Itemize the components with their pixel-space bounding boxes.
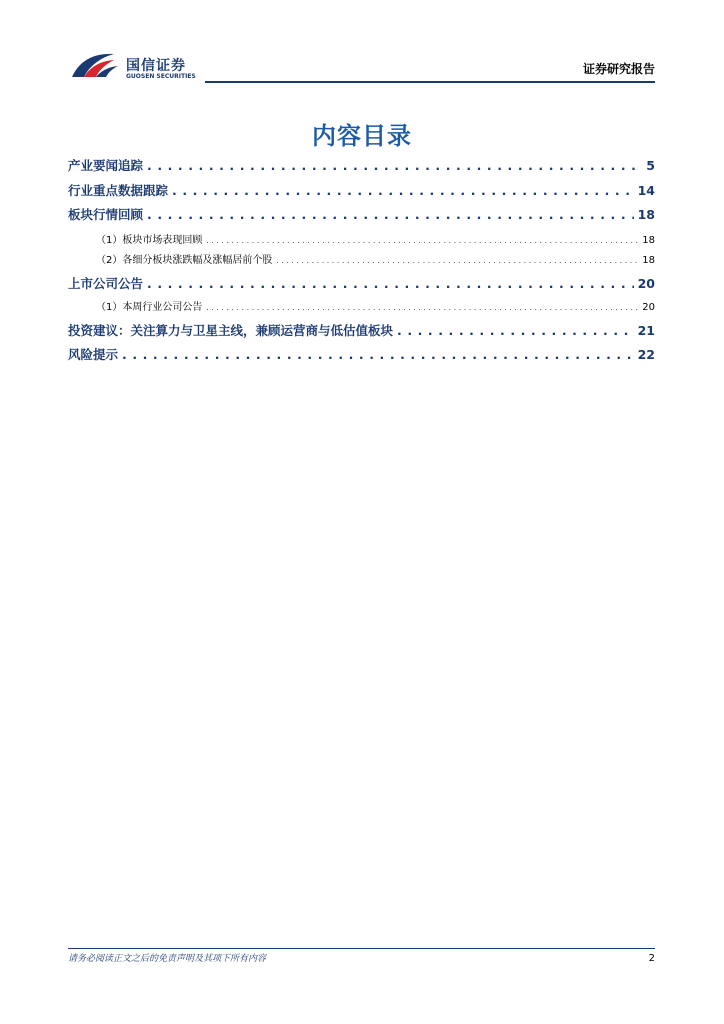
- toc-entry-label: （1）本周行业公司公告: [96, 302, 203, 313]
- toc-entry-label: 产业要闻追踪: [68, 158, 144, 173]
- toc-leader-dots: [122, 347, 634, 362]
- toc-subentry[interactable]: [68, 251, 655, 266]
- toc-leader-dots: [276, 257, 638, 265]
- report-type-label: 证券研究报告: [582, 62, 655, 76]
- toc-title: 内容目录: [312, 122, 412, 150]
- toc-subentry[interactable]: [68, 298, 655, 313]
- toc-entry-page: 22: [637, 347, 655, 362]
- toc-entry-page: 20: [637, 276, 655, 291]
- brand-name-cn: 国信证券: [126, 58, 186, 74]
- toc-leader-dots: [206, 237, 638, 245]
- toc-entry-page: 21: [637, 323, 655, 338]
- header-divider: [205, 81, 655, 83]
- toc-entry[interactable]: [68, 321, 655, 339]
- toc-entry-label: 投资建议：关注算力与卫星主线，兼顾运营商与低估值板块: [68, 323, 394, 338]
- toc-entry[interactable]: [68, 345, 655, 363]
- toc-leader-dots: [147, 158, 642, 173]
- guosen-logo: [68, 50, 208, 82]
- toc-entry[interactable]: [68, 181, 655, 199]
- toc-entry-label: （1）板块市场表现回顾: [96, 235, 203, 246]
- toc-entry-page: 18: [642, 235, 655, 246]
- brand-name-en: GUOSEN SECURITIES: [126, 73, 196, 80]
- toc-entry-label: 板块行情回顾: [68, 207, 144, 222]
- footer-disclaimer: 请务必阅读正文之后的免责声明及其项下所有内容: [68, 954, 267, 964]
- page-header: [68, 50, 655, 84]
- toc-leader-dots: [397, 323, 634, 338]
- toc-leader-dots: [147, 276, 634, 291]
- toc-entry[interactable]: [68, 274, 655, 292]
- toc-entry[interactable]: [68, 205, 655, 223]
- guosen-logo-icon: [68, 50, 124, 82]
- toc-entry-page: 14: [637, 183, 655, 198]
- footer-divider: [68, 948, 655, 949]
- toc-entry-page: 18: [637, 207, 655, 222]
- toc-entry-page: 5: [646, 158, 655, 173]
- toc-entry-label: 上市公司公告: [68, 276, 144, 291]
- toc-entry-label: 风险提示: [68, 347, 119, 362]
- toc-leader-dots: [147, 207, 634, 222]
- page-number: 2: [648, 953, 655, 964]
- toc-leader-dots: [172, 183, 634, 198]
- toc-entry[interactable]: [68, 156, 655, 174]
- toc-entry-page: 18: [642, 255, 655, 266]
- toc-subentry[interactable]: [68, 231, 655, 246]
- toc-entry-page: 20: [642, 302, 655, 313]
- toc-leader-dots: [206, 304, 638, 312]
- toc-entry-label: （2）各细分板块涨跌幅及涨幅居前个股: [96, 255, 273, 266]
- toc-entry-label: 行业重点数据跟踪: [68, 183, 169, 198]
